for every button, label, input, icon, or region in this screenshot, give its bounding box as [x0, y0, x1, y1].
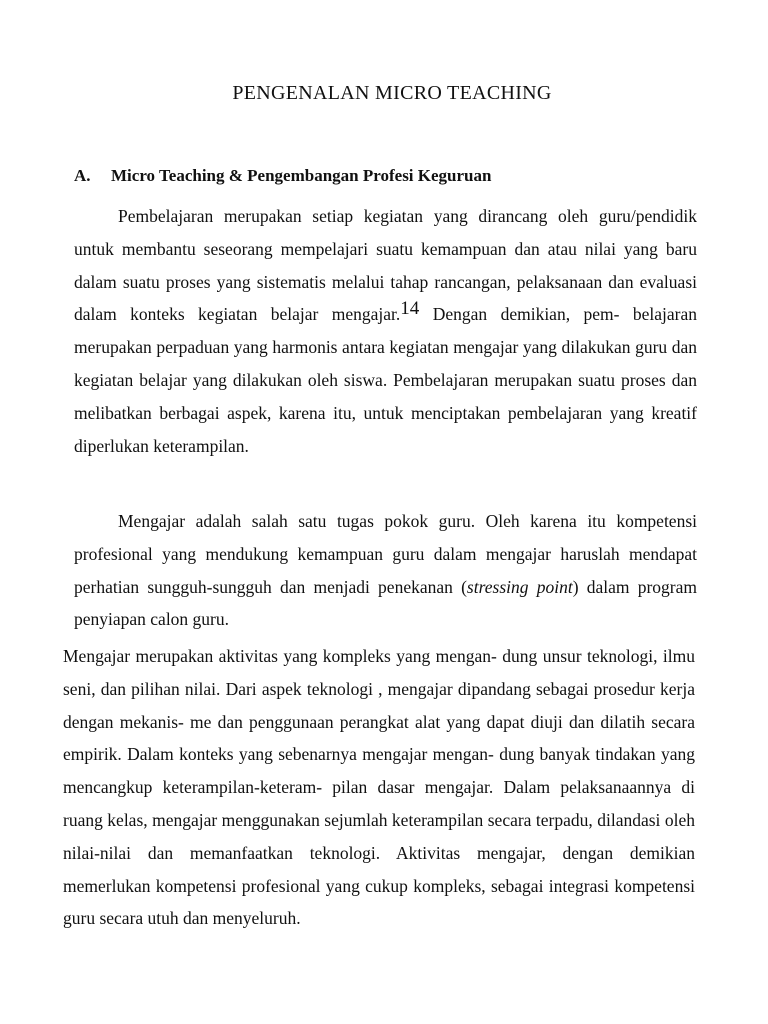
footnote-reference: 14 — [400, 298, 420, 320]
paragraph-2 — [74, 505, 697, 636]
paragraph-3 — [63, 640, 695, 935]
paragraph-1 — [74, 200, 697, 462]
paragraph-2-text-a: Mengajar adalah salah satu tugas pokok guru. Oleh karena itu kompetensi profesional yang mendukung kemampuan guru dalam mengajar haruslah mendapat perhatian sungguh-sungguh dan menjadi penekanan ( — [74, 511, 697, 597]
paragraph-2-italic-term: stressing point — [466, 576, 573, 597]
page-title: PENGENALAN MICRO TEACHING — [232, 82, 552, 104]
section-heading — [74, 166, 491, 186]
paragraph-3-text: Mengajar merupakan aktivitas yang kompleks yang mengan- dung unsur teknologi, ilmu seni, dan pilihan nilai. Dari aspek teknologi , mengajar dipandang sebagai prosedur kerja dengan mekanis- me dan penggunaan perangkat alat yang dapat diuji dan dilatih secara empirik. Dalam konteks yang sebenarnya mengajar mengan- dung banyak tindakan yang mencangkup keterampilan-keteram- pilan dasar mengajar. Dalam pelaksanaannya di ruang kelas, mengajar menggunakan sejumlah keterampilan secara terpadu, dilandasi oleh nilai-nilai dan memanfaatkan teknologi. Aktivitas mengajar, dengan demikian memerlukan kompetensi profesional yang cukup kompleks, sebagai integrasi kompetensi guru secara utuh dan menyeluruh. — [63, 646, 695, 929]
paragraph-2-text-b: ) dalam program penyiapan calon guru. — [74, 576, 698, 630]
section-heading-text: Micro Teaching & Pengembangan Profesi Keguruan — [111, 166, 492, 185]
section-letter: A. — [74, 166, 91, 185]
paragraph-1-text-a: Pembelajaran merupakan setiap kegiatan yang dirancang oleh guru/pendidik untuk membantu seseorang mempelajari suatu kemampuan dan atau nilai yang baru dalam suatu proses yang sistematis melalui tahap rancangan, pelaksanaan dan evaluasi dalam konteks kegiatan belajar mengajar. — [74, 206, 697, 325]
paragraph-1-text-b: Dengan demikian, pem- belajaran merupakan perpaduan yang harmonis antara kegiatan mengajar yang dilakukan guru dan kegiatan belajar yang dilakukan oleh siswa. Pembelajaran merupakan suatu proses dan melibatkan berbagai aspek, karena itu, untuk menciptakan pembelajaran yang kreatif diperlukan keterampilan. — [74, 304, 697, 456]
